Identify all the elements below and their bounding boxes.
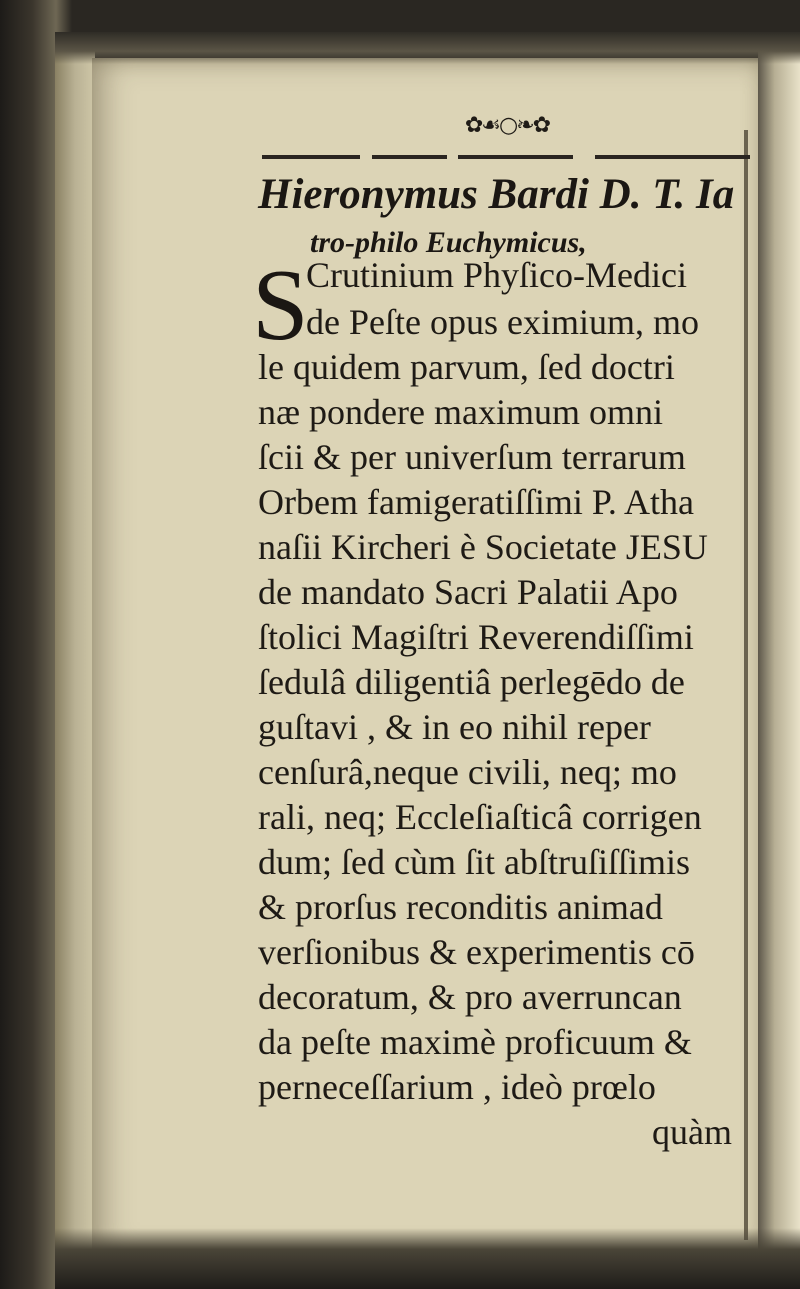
text-line: perneceſſarium , ideò prœlo <box>258 1067 656 1107</box>
text-line: Orbem famigeratiſſimi P. Atha <box>258 482 694 522</box>
header-rule <box>372 155 447 159</box>
header-rule <box>458 155 573 159</box>
text-line: ſedulâ diligentiâ perlegēdo de <box>258 662 685 702</box>
header-rule <box>595 155 750 159</box>
text-line: næ pondere maximum omni <box>258 392 663 432</box>
text-line: le quidem parvum, ſed doctri <box>258 347 675 387</box>
text-line: guſtavi , & in eo nihil reper <box>258 707 651 747</box>
text-line: rali, neq; Eccleſiaſticâ corrigen <box>258 797 702 837</box>
text-line: decoratum, & pro averruncan <box>258 977 682 1017</box>
header-ornament: ✿☙○❧✿ <box>464 113 550 138</box>
catchword: quàm <box>652 1112 732 1152</box>
page-edge-right <box>758 40 800 1289</box>
author-subheading: tro-philo Euchymicus, <box>310 226 587 259</box>
text-line: verſionibus & experimentis cō <box>258 932 695 972</box>
text-line: ſtolici Magiſtri Reverendiſſimi <box>258 617 694 657</box>
page-crease <box>744 130 748 1240</box>
text-line: de mandato Sacri Palatii Apo <box>258 572 678 612</box>
bottom-shadow <box>55 1228 800 1289</box>
header-rule <box>262 155 360 159</box>
text-line: Crutinium Phyſico-Medici <box>306 255 687 295</box>
page-edge-left <box>55 40 95 1255</box>
text-line: cenſurâ,neque civili, neq; mo <box>258 752 677 792</box>
text-line: dum; ſed cùm ſit abſtruſiſſimis <box>258 842 690 882</box>
top-shadow <box>55 32 800 64</box>
drop-capital: S <box>252 249 309 362</box>
text-line: ſcii & per univerſum terrarum <box>258 437 686 477</box>
text-line: da peſte maximè proficuum & <box>258 1022 692 1062</box>
text-line: de Peſte opus eximium, mo <box>306 302 699 342</box>
author-heading: Hieronymus Bardi D. T. Ia <box>258 171 735 218</box>
text-line: & prorſus reconditis animad <box>258 887 663 927</box>
text-line: naſii Kircheri è Societate JESU <box>258 527 708 567</box>
